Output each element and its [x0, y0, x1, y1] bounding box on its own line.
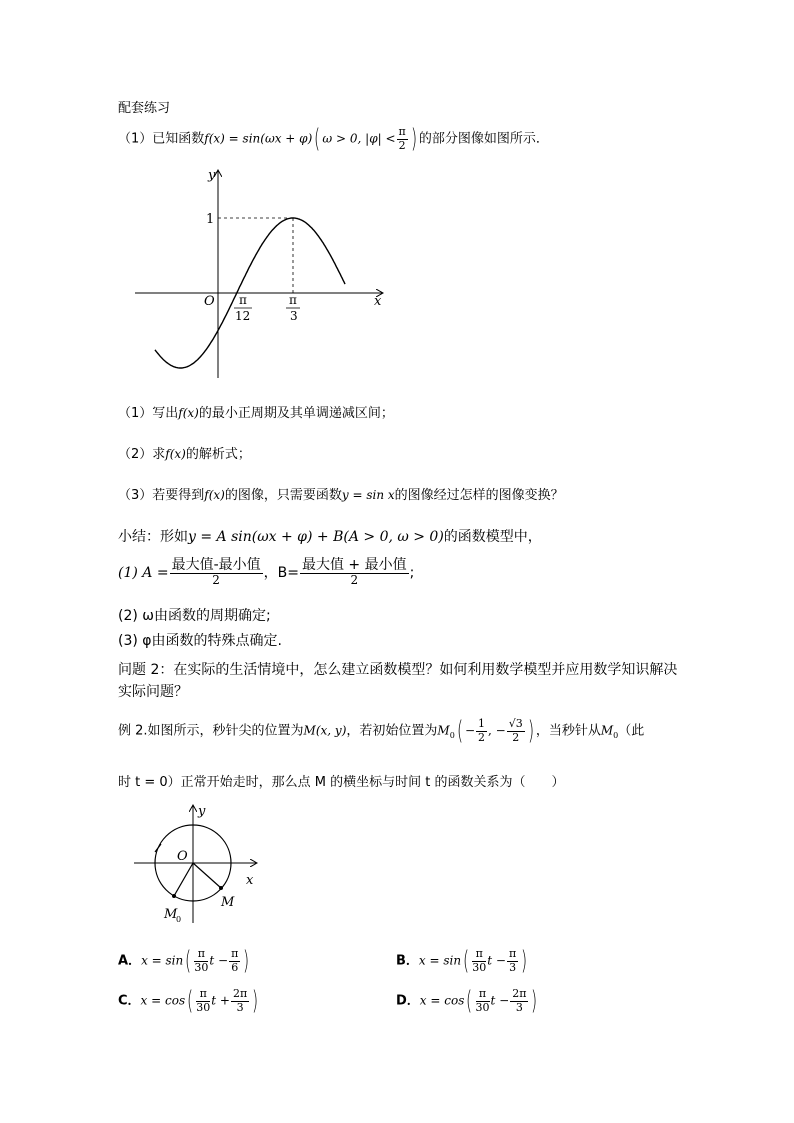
option-b-lhs: x = sin [418, 953, 462, 968]
q2-line-1: 问题 2：在实际的生活情境中，怎么建立函数模型？如何利用数学模型并应用数学知识解决 [118, 662, 678, 678]
summary-item-1 [118, 558, 414, 588]
summary-intro [118, 526, 542, 546]
option-c-d2: 3 [236, 1000, 244, 1014]
option-b[interactable]: B．x = sin( $\frac{\pi}{30}$ t − $\frac{\pi}{3}$ ) [396, 946, 528, 976]
option-b-n2: π [508, 947, 517, 961]
summary-item1-num: 最大值-最小值 [171, 557, 261, 573]
option-b-d2: 3 [509, 960, 517, 974]
option-a-n1: π [194, 948, 208, 961]
option-b-d1: 30 [472, 960, 487, 974]
option-d-n1: π [476, 988, 490, 1001]
ex2-coord-num2: √3 [508, 717, 523, 731]
option-a-d2: 6 [231, 960, 239, 974]
option-d-label: D． [396, 993, 420, 1009]
ex2-coord-den1: 2 [478, 730, 485, 744]
clock-diagram [128, 800, 278, 930]
sub1-post: 的最小正周期及其单调递减区间； [198, 406, 394, 421]
option-a-d1: 30 [194, 960, 209, 974]
sub3-mid: 的图像，只需要函数 [224, 488, 342, 503]
option-c-label: C． [118, 993, 141, 1009]
ex2-coord-den2: 2 [512, 730, 520, 744]
q2-line-2: 实际问题？ [118, 684, 188, 700]
summary-item1-den: 2 [212, 573, 220, 588]
option-a-n2: π [231, 947, 239, 961]
sub2-pre: （2）求 [118, 447, 166, 462]
option-c-lhs: x = cos [140, 993, 186, 1008]
graph-x-label: x [374, 294, 382, 309]
graph-x-tick2-den: 3 [290, 309, 298, 323]
ex2-coord-neg: − [464, 723, 475, 738]
ex2-pre: 例 2.如图所示，秒针尖的位置为 [118, 723, 304, 739]
sub3-post: 的图像经过怎样的图像变换？ [394, 488, 564, 503]
option-c[interactable]: C．x = cos( $\frac{\pi}{30}$ t + $\frac{2\pi}{3}$ ) [118, 986, 259, 1016]
sub-question-1 [118, 402, 394, 421]
clock-direction-mark [155, 844, 161, 852]
clock-m0-sub: 0 [176, 915, 182, 924]
ex2-line-1: 例 2.如图所示，秒针尖的位置为M(x, y)，若初始位置为$M_0$( − $\frac{1}{2}$ , − $\frac{√3}{2}$ ) ，当秒针从$M_0$（此 [118, 716, 645, 746]
section-title: 配套练习 [118, 101, 171, 116]
ex2-coord-sep: , − [488, 723, 506, 738]
option-d-n2: 2π [512, 987, 527, 1001]
q1-statement: （1）已知函数f(x) = sin(ωx + φ)( ω > 0, |φ| < $\frac{\pi}{2}$ ) 的部分图像如图所示． [118, 124, 549, 154]
option-c-d1: 30 [196, 1000, 211, 1014]
summary-item-2: (2) ω由函数的周期确定; [118, 608, 271, 624]
summary-item1b-num: 最大值 + 最小值 [301, 557, 407, 573]
sub-question-3 [118, 484, 564, 503]
q1-suffix: 的部分图像如图所示． [418, 131, 549, 147]
sub2-func: f(x) [165, 447, 186, 461]
ex2-coord-num1: 1 [478, 717, 485, 731]
sub1-func: f(x) [178, 406, 199, 420]
summary-item-3: (3) φ由函数的特殊点确定. [118, 633, 282, 649]
q1-condition-num: π [398, 125, 406, 139]
ex2-post-m0: M [600, 723, 614, 738]
summary-item1-mid: ，B= [263, 564, 299, 581]
graph-x-tick2-num: π [289, 293, 297, 307]
option-d-lhs: x = cos [419, 993, 465, 1008]
q1-condition: ω > 0, |φ| < [322, 131, 396, 146]
option-b-mid: t − [487, 953, 506, 968]
option-d-d2: 3 [515, 1000, 523, 1014]
summary-item1b-den: 2 [350, 573, 359, 588]
ex2-m0-sub: 0 [449, 731, 455, 741]
option-a-lhs: x = sin [141, 953, 184, 968]
point-m [219, 886, 223, 890]
ex2-post-end: （此 [618, 723, 645, 739]
graph-origin-label: O [204, 294, 215, 309]
option-c-n2: 2π [232, 987, 248, 1001]
summary-item1-end: ; [409, 564, 415, 581]
option-a-mid: t − [209, 953, 229, 968]
graph-x-tick1-num: π [239, 293, 247, 307]
clock-m0-label: M [164, 907, 178, 922]
graph-y-tick: 1 [206, 212, 215, 227]
option-a[interactable]: A．x = sin( $\frac{\pi}{30}$ t − $\frac{\pi}{6}$ ) [118, 946, 250, 976]
summary-intro-pre: 小结：形如 [118, 529, 188, 545]
clock-origin-label: O [177, 849, 188, 864]
ex2-mid: ，若初始位置为 [346, 723, 438, 739]
option-d-mid: t − [490, 993, 510, 1008]
clock-hand-m0 [174, 863, 193, 896]
sub2-post: 的解析式； [185, 447, 251, 462]
sub1-pre: （1）写出 [118, 406, 179, 421]
graph-x-tick1-den: 12 [235, 309, 251, 323]
option-d[interactable]: D．x = cos( $\frac{\pi}{30}$ t − $\frac{2\pi}{3}$ ) [396, 986, 538, 1016]
ex2-m0: M [437, 723, 450, 738]
summary-intro-post: 的函数模型中， [443, 529, 542, 545]
option-b-label: B． [396, 953, 419, 969]
ex2-post-m0-sub: 0 [613, 731, 619, 741]
sub3-func: f(x) [204, 488, 225, 502]
clock-m-label: M [221, 895, 235, 910]
ex2-post: ，当秒针从 [535, 723, 601, 739]
summary-item1-pre: (1) A = [118, 564, 169, 581]
graph-y-label: y [208, 168, 216, 183]
option-c-n1: π [196, 988, 210, 1001]
point-m0 [172, 894, 176, 898]
option-b-n1: π [472, 948, 486, 961]
clock-y-label: y [198, 804, 206, 819]
sub3-pre: （3）若要得到 [118, 488, 205, 503]
clock-x-label: x [246, 873, 254, 888]
ex2-line-2: 时 t = 0）正常开始走时，那么点 M 的横坐标与时间 t 的函数关系为（ ） [118, 775, 565, 790]
q1-function: f(x) = sin(ωx + φ) [204, 131, 313, 146]
sub3-func2: y = sin x [341, 488, 395, 502]
clock-hand-m [193, 863, 221, 888]
option-c-mid: t + [211, 993, 230, 1008]
option-d-d1: 30 [475, 1000, 490, 1014]
q1-condition-den: 2 [398, 138, 406, 152]
summary-intro-formula: y = A sin(ωx + φ) + B(A > 0, ω > 0) [188, 529, 444, 545]
sub-question-2 [118, 443, 251, 462]
ex2-point: M(x, y) [303, 723, 347, 738]
option-a-label: A． [118, 953, 142, 969]
sine-graph [130, 165, 390, 385]
q1-prefix: （1）已知函数 [118, 131, 205, 147]
